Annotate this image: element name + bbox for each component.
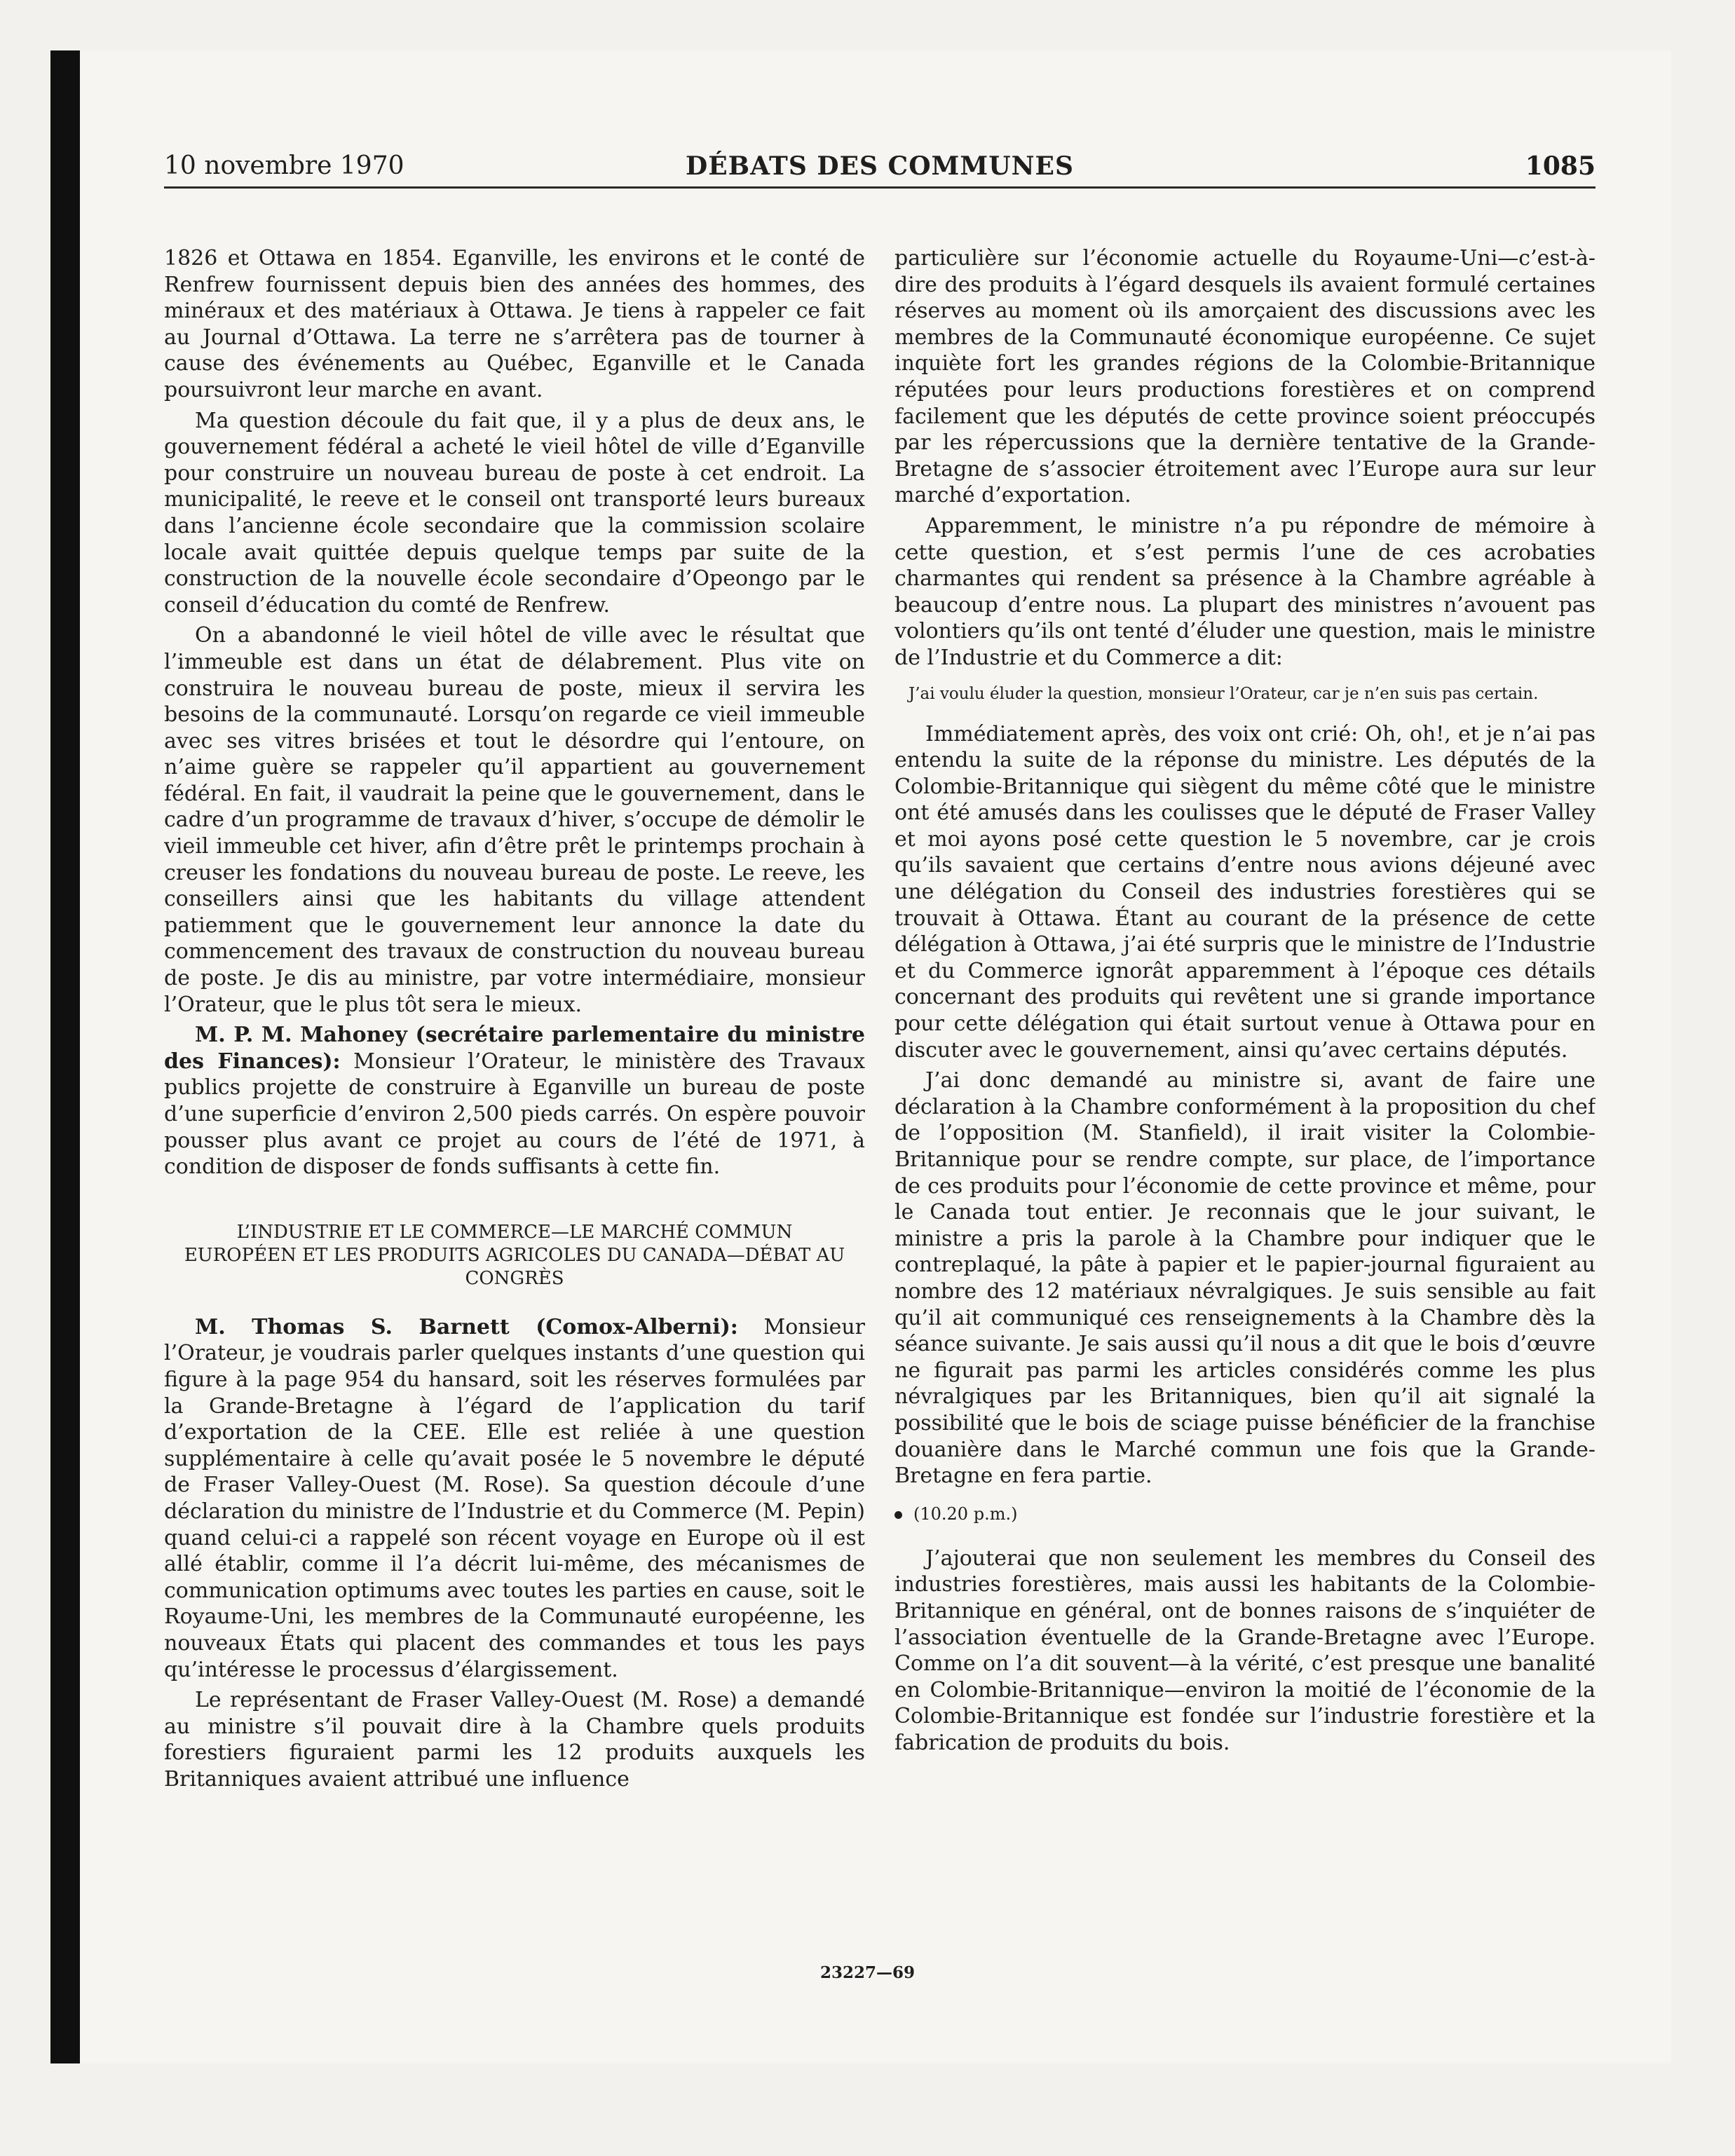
speaker-name: M. Thomas S. Barnett (Comox-Alberni): [195,1314,738,1339]
footer-code: 23227—69 [819,1963,916,1982]
right-column [894,245,1595,1970]
paragraph: Apparemment, le ministre n’a pu répondre de mémoire à cette question, et s’est permis l’une de ces acrobaties charmantes qui rendent sa présence à la Chambre agréable à beaucoup d’entre nous. La plupart des ministres n’avouent pas volontiers qu’ils ont tenté d’éluder une question, mais le ministre de l’Industrie et du Commerce a dit: [894,513,1595,670]
paragraph: J’ai donc demandé au ministre si, avant de faire une déclaration à la Chambre conformément à la proposition du chef de l’opposition (M. Stanfield), il irait visiter la Colombie-Britannique pour se rendre compte, sur place, de l’importance de ces produits pour l’économie de cette province et même, pour le Canada tout entier. Je reconnais que le jour suivant, le ministre a pris la parole à la Chambre pour indiquer que le contreplaqué, la pâte à papier et le papier-journal figuraient au nombre des 12 matériaux névralgiques. Je suis sensible au fait qu’il ait communiqué ces renseignements à la Chambre dès la séance suivante. Je sais aussi qu’il nous a dit que le bois d’œuvre ne figurait pas parmi les articles considérés comme les plus névralgiques par les Britanniques, bien qu’il ait signalé la possibilité que le bois de sciage puisse bénéficier de la franchise douanière dans le Marché commun une fois que la Grande-Bretagne en fera partie. [894,1068,1595,1489]
bullet-icon [894,1511,902,1519]
section-heading: L’INDUSTRIE ET LE COMMERCE—LE MARCHÉ COMMUN EUROPÉEN ET LES PRODUITS AGRICOLES DU CANADA—DÉBAT AU CONGRÈS [184,1221,845,1289]
speaker-name: M. P. M. Mahoney (secrétaire parlementaire du ministre des Finances): [164,1023,865,1074]
time-marker [894,1503,1595,1524]
speech-text: Monsieur l’Orateur, je voudrais parler quelques instants d’une question qui figure à la page 954 du hansard, soit les réserves formulées par la Grande-Bretagne à l’égard de l’application du tarif d’exportation de la CEE. Elle est reliée à une question supplémentaire à celle qu’avait posée le 5 novembre le député de Fraser Valley-Ouest (M. Rose). Sa question découle d’une déclaration du ministre de l’Industrie et du Commerce (M. Pepin) quand celui-ci a rappelé son récent voyage en Europe où il est allé établir, comme il l’a décrit lui-même, des mécanismes de communication optimums avec toutes les parties en cause, soit le Royaume-Uni, les membres de la Communauté européenne, les nouveaux États qui placent des commandes et tous les pays qu’intéresse le processus d’élargissement. [164,1314,865,1682]
paragraph: Le représentant de Fraser Valley-Ouest (M. Rose) a demandé au ministre s’il pouvait dire à la Chambre quels produits forestiers figuraient parmi les 12 produits auxquels les Britanniques avaient attribué une influence [164,1688,865,1792]
paragraph: particulière sur l’économie actuelle du Royaume-Uni—c’est-à-dire des produits à l’égard desquels ils avaient formulé certaines réserves au moment où ils amorçaient des discussions avec les membres de la Communauté économique européenne. Ce sujet inquiète fort les grandes régions de la Colombie-Britannique réputées pour leurs productions forestières et on comprend facilement que les députés de cette province soient préoccupés par les répercussions que la dernière tentative de la Grande-Bretagne de s’associer étroitement avec l’Europe aura sur leur marché d’exportation. [894,246,1595,508]
page-number: 1085 [1525,151,1595,181]
paragraph: Ma question découle du fait que, il y a plus de deux ans, le gouvernement fédéral a acheté le vieil hôtel de ville d’Eganville pour construire un nouveau bureau de poste à cet endroit. La municipalité, le reeve et le conseil ont transporté leurs bureaux dans l’ancienne école secondaire que la commission scolaire locale avait quittée depuis quelque temps par suite de la construction de la nouvelle école secondaire d’Opeongo par le conseil d’éducation du comté de Renfrew. [164,408,865,618]
time-text: (10.20 p.m.) [913,1503,1018,1524]
header-date: 10 novembre 1970 [164,151,404,180]
speech-paragraph [164,1022,865,1180]
speech-text: Monsieur l’Orateur, le ministère des Travaux publics projette de construire à Eganville un bureau de poste d’une superficie d’environ 2,500 pieds carrés. On espère pouvoir pousser plus avant ce projet au cours de l’été de 1971, à condition de disposer de fonds suffisants à cette fin. [164,1049,865,1180]
paragraph: On a abandonné le vieil hôtel de ville avec le résultat que l’immeuble est dans un état de délabrement. Plus vite on construira le nouveau bureau de poste, mieux il servira les besoins de la communauté. Lorsqu’on regarde ce vieil immeuble avec ses vitres brisées et tout le désordre qui l’entoure, on n’aime guère se rappeler qu’il appartient au gouvernement fédéral. En fait, il vaudrait la peine que le gouvernement, dans le cadre d’un programme de travaux d’hiver, s’occupe de démolir le vieil immeuble cet hiver, afin d’être prêt le printemps prochain à creuser les fondations du nouveau bureau de poste. Le reeve, les conseillers ainsi que les habitants du village attendent patiemment que le gouvernement leur annonce la date du commencement des travaux de construction du nouveau bureau de poste. Je dis au ministre, par votre intermédiaire, monsieur l’Orateur, que le plus tôt sera le mieux. [164,623,865,1017]
paragraph: J’ajouterai que non seulement les membres du Conseil des industries forestières, mais aussi les habitants de la Colombie-Britannique en général, ont de bonnes raisons de s’inquiéter de l’association éventuelle de la Grande-Bretagne avec l’Europe. Comme on l’a dit souvent—à la vérité, c’est presque une banalité en Colombie-Britannique—environ la moitié de l’économie de la Colombie-Britannique est fondée sur l’industrie forestière et la fabrication de produits du bois. [894,1546,1595,1755]
paragraph: Immédiatement après, des voix ont crié: Oh, oh!, et je n’ai pas entendu la suite de la réponse du ministre. Les députés de la Colombie-Britannique qui siègent du même côté que le ministre ont été amusés dans les coulisses que le député de Fraser Valley et moi ayons posé cette question le 5 novembre, car je crois qu’ils savaient que certains d’entre nous avions déjeuné avec une délégation du Conseil des industries forestières qui se trouvait à Ottawa. Étant au courant de la présence de cette délégation à Ottawa, j’ai été surpris que le ministre de l’Industrie et du Commerce ignorât apparemment à l’époque ces détails concernant des produits qui revêtent une si grande importance pour cette délégation qui était surtout venue à Ottawa pour en discuter avec le gouvernement, ainsi qu’avec certains députés. [894,721,1595,1063]
left-column [164,245,865,1970]
header-title: DÉBATS DES COMMUNES [685,151,1074,181]
block-quote: J’ai voulu éluder la question, monsieur l’Orateur, car je n’en suis pas certain. [909,684,1539,703]
paragraph: 1826 et Ottawa en 1854. Eganville, les environs et le conté de Renfrew fournissent depuis bien des années des hommes, des minéraux et des matériaux à Ottawa. Je tiens à rappeler ce fait au Journal d’Ottawa. La terre ne s’arrêtera pas de tourner à cause des événements au Québec, Eganville et le Canada poursuivront leur marche en avant. [164,246,865,402]
scan-border [50,50,80,2063]
running-head [164,149,1595,189]
speech-paragraph [164,1314,865,1683]
